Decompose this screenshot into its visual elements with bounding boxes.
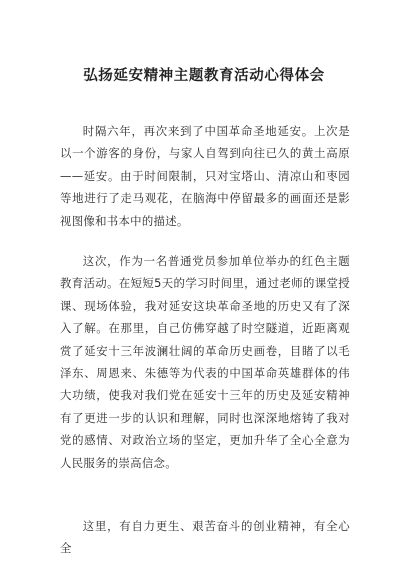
paragraph: 时隔六年，再次来到了中国革命圣地延安。上次是以一个游客的身份，与家人自驾到向往已久的黄土高原——延安。由于时间限制，只对宝塔山、清凉山和枣园等地进行了走马观花，在脑海中停留最多的画面还是影视图像和书本中的描述。 xyxy=(60,124,350,228)
paragraph: 这次，作为一名普通党员参加单位举办的红色主题教育活动。在短短5天的学习时间里，通过老师的课堂授课、现场体验，我对延安这块革命圣地的历史又有了深入了解。在那里，自己仿佛穿越了时空隧道，近距离观赏了延安十三年波澜壮阔的革命历史画卷，目睹了以毛泽东、周恩来、朱德等为代表的中国革命英雄群体的伟大功绩，使我对我们党在延安十三年的历史及延安精神有了更进一步的认识和理解，同时也深深地熔铸了我对党的感情、对政治立场的坚定，更加升华了全心全意为人民服务的崇高信念。 xyxy=(60,254,350,470)
document-title: 弘扬延安精神主题教育活动心得体会 xyxy=(83,68,325,84)
paragraph: 这里，有自力更生、艰苦奋斗的创业精神，有全心全 xyxy=(60,519,350,556)
